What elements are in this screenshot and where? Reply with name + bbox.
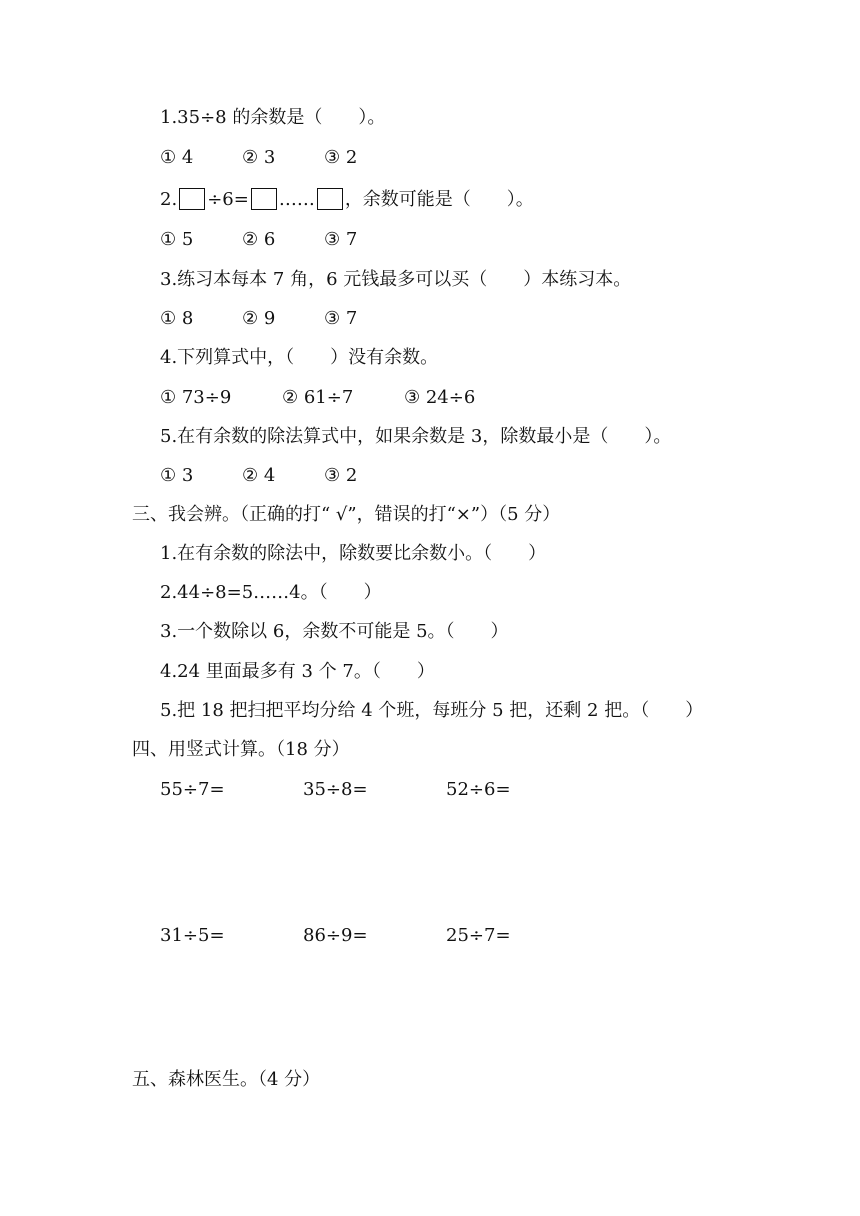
question-1: 1.35÷8 的余数是（ ）。 <box>160 107 386 128</box>
question-4-options <box>160 386 475 410</box>
question-4: 4.下列算式中，（ ）没有余数。 <box>160 347 439 368</box>
option: ① 8 <box>160 308 194 329</box>
option: ③ 24÷6 <box>404 387 476 408</box>
judge-item: 1.在有余数的除法中，除数要比余数小。（ ） <box>160 543 547 564</box>
calc-problem: 35÷8= <box>303 779 368 800</box>
option: ② 4 <box>242 465 276 486</box>
judge-item: 4.24 里面最多有 3 个 7。（ ） <box>160 661 435 682</box>
option: ① 3 <box>160 465 194 486</box>
question-3: 3.练习本每本 7 角，6 元钱最多可以买（ ）本练习本。 <box>160 269 632 290</box>
judge-item: 2.44÷8=5……4。（ ） <box>160 582 382 603</box>
blank-box <box>179 188 205 210</box>
question-2-divisor: ÷6= <box>207 189 249 210</box>
option: ③ 7 <box>324 308 358 329</box>
option: ① 5 <box>160 229 194 250</box>
question-2-options <box>160 228 357 252</box>
question-2-text: ，余数可能是（ ）。 <box>344 189 534 210</box>
calc-problem: 86÷9= <box>303 925 368 946</box>
calc-problem: 31÷5= <box>160 925 225 946</box>
question-1-options <box>160 146 357 170</box>
section-3-title: 三、我会辨。（正确的打“ √”，错误的打“×”）（5 分） <box>132 504 561 525</box>
question-5-options <box>160 464 357 488</box>
question-2 <box>160 188 534 212</box>
option: ① 73÷9 <box>160 387 232 408</box>
option: ③ 7 <box>324 229 358 250</box>
option: ③ 2 <box>324 147 358 168</box>
calc-problem: 25÷7= <box>446 925 511 946</box>
question-5: 5.在有余数的除法算式中，如果余数是 3，除数最小是（ ）。 <box>160 426 672 447</box>
option: ② 3 <box>242 147 276 168</box>
section-5-title: 五、森林医生。（4 分） <box>132 1069 321 1090</box>
option: ② 9 <box>242 308 276 329</box>
blank-box <box>251 188 277 210</box>
blank-box <box>317 188 343 210</box>
calc-problem: 55÷7= <box>160 779 225 800</box>
question-3-options <box>160 307 357 331</box>
option: ① 4 <box>160 147 194 168</box>
option: ② 6 <box>242 229 276 250</box>
judge-item: 5.把 18 把扫把平均分给 4 个班，每班分 5 把，还剩 2 把。（ ） <box>160 700 704 721</box>
calc-problem: 52÷6= <box>446 779 511 800</box>
option: ③ 2 <box>324 465 358 486</box>
question-2-number: 2. <box>160 189 178 210</box>
section-4-title: 四、用竖式计算。（18 分） <box>132 739 350 760</box>
question-2-dots: …… <box>278 189 315 210</box>
judge-item: 3.一个数除以 6，余数不可能是 5。（ ） <box>160 621 509 642</box>
option: ② 61÷7 <box>282 387 354 408</box>
